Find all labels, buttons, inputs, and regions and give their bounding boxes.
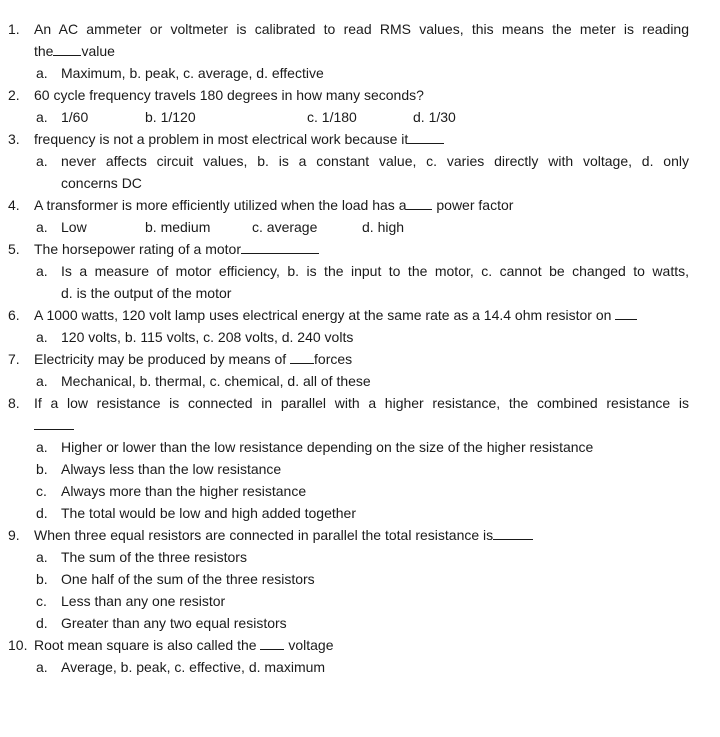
option-marker: c. [36,483,47,499]
option-marker: a. [36,439,48,455]
option-marker: d. [36,615,48,631]
question-text: 60 cycle frequency travels 180 degrees in how many seconds? [34,87,424,103]
option-text: Always more than the higher resistance [61,483,307,499]
question-text: If a low resistance is connected in parallel with a higher resistance, the combined resistance is [34,395,689,411]
question-number: 1. [8,21,20,37]
option-a: 1/60 [61,109,89,125]
option-text: The sum of the three resistors [61,549,247,565]
answer-blank [34,417,74,433]
option-text: The total would be low and high added together [61,505,356,521]
question-text: A transformer is more efficiently utilized when the load has a power factor [34,197,514,213]
question-text-continued: the value [34,43,115,59]
option-marker: a. [36,549,48,565]
question-number: 7. [8,351,20,367]
option-a: Low [61,219,87,235]
option-text: Is a measure of motor efficiency, b. is the input to the motor, c. cannot be changed to watts, [61,263,689,279]
question-number: 8. [8,395,20,411]
option-marker: a. [36,219,48,235]
option-b: b. 1/120 [145,109,196,125]
option-text-continued: concerns DC [61,175,142,191]
answer-blank [615,307,637,320]
option-marker: a. [36,109,48,125]
option-text: never affects circuit values, b. is a constant value, c. varies directly with voltage, d. only [61,153,689,169]
question-text: Root mean square is also called the voltage [34,637,334,653]
question-number: 4. [8,197,20,213]
question-text: A 1000 watts, 120 volt lamp uses electrical energy at the same rate as a 14.4 ohm resistor on [34,307,637,323]
question-number: 5. [8,241,20,257]
option-marker: b. [36,571,48,587]
option-marker: a. [36,153,48,169]
option-c: c. 1/180 [307,109,357,125]
answer-blank [493,527,533,540]
question-number: 10. [8,637,28,653]
option-text: Maximum, b. peak, c. average, d. effective [61,65,324,81]
option-b: b. medium [145,219,211,235]
answer-blank [260,637,284,650]
option-text: One half of the sum of the three resistors [61,571,315,587]
question-number: 3. [8,131,20,147]
option-text: Higher or lower than the low resistance depending on the size of the higher resistance [61,439,594,455]
option-marker: a. [36,65,48,81]
option-text: Less than any one resistor [61,593,226,609]
option-marker: a. [36,329,48,345]
option-text-continued: d. is the output of the motor [61,285,232,301]
question-text: frequency is not a problem in most electrical work because it [34,131,444,147]
answer-blank [408,131,444,144]
question-text: When three equal resistors are connected in parallel the total resistance is [34,527,533,543]
question-number: 2. [8,87,20,103]
answer-blank [406,197,432,210]
option-text: Always less than the low resistance [61,461,282,477]
answer-blank [290,351,314,364]
answer-blank [53,43,81,56]
option-text: 120 volts, b. 115 volts, c. 208 volts, d. 240 volts [61,329,354,345]
question-text: An AC ammeter or voltmeter is calibrated to read RMS values, this means the meter is reading [34,21,689,37]
option-marker: d. [36,505,48,521]
option-marker: c. [36,593,47,609]
option-c: c. average [252,219,318,235]
option-marker: a. [36,263,48,279]
answer-blank [241,241,319,254]
option-d: d. high [362,219,405,235]
option-text: Mechanical, b. thermal, c. chemical, d. all of these [61,373,371,389]
option-text: Greater than any two equal resistors [61,615,287,631]
option-marker: a. [36,659,48,675]
question-text: Electricity may be produced by means of forces [34,351,353,367]
option-marker: a. [36,373,48,389]
option-d: d. 1/30 [413,109,456,125]
option-text: Average, b. peak, c. effective, d. maximum [61,659,326,675]
question-number: 6. [8,307,20,323]
option-marker: b. [36,461,48,477]
question-number: 9. [8,527,20,543]
question-text: The horsepower rating of a motor [34,241,319,257]
